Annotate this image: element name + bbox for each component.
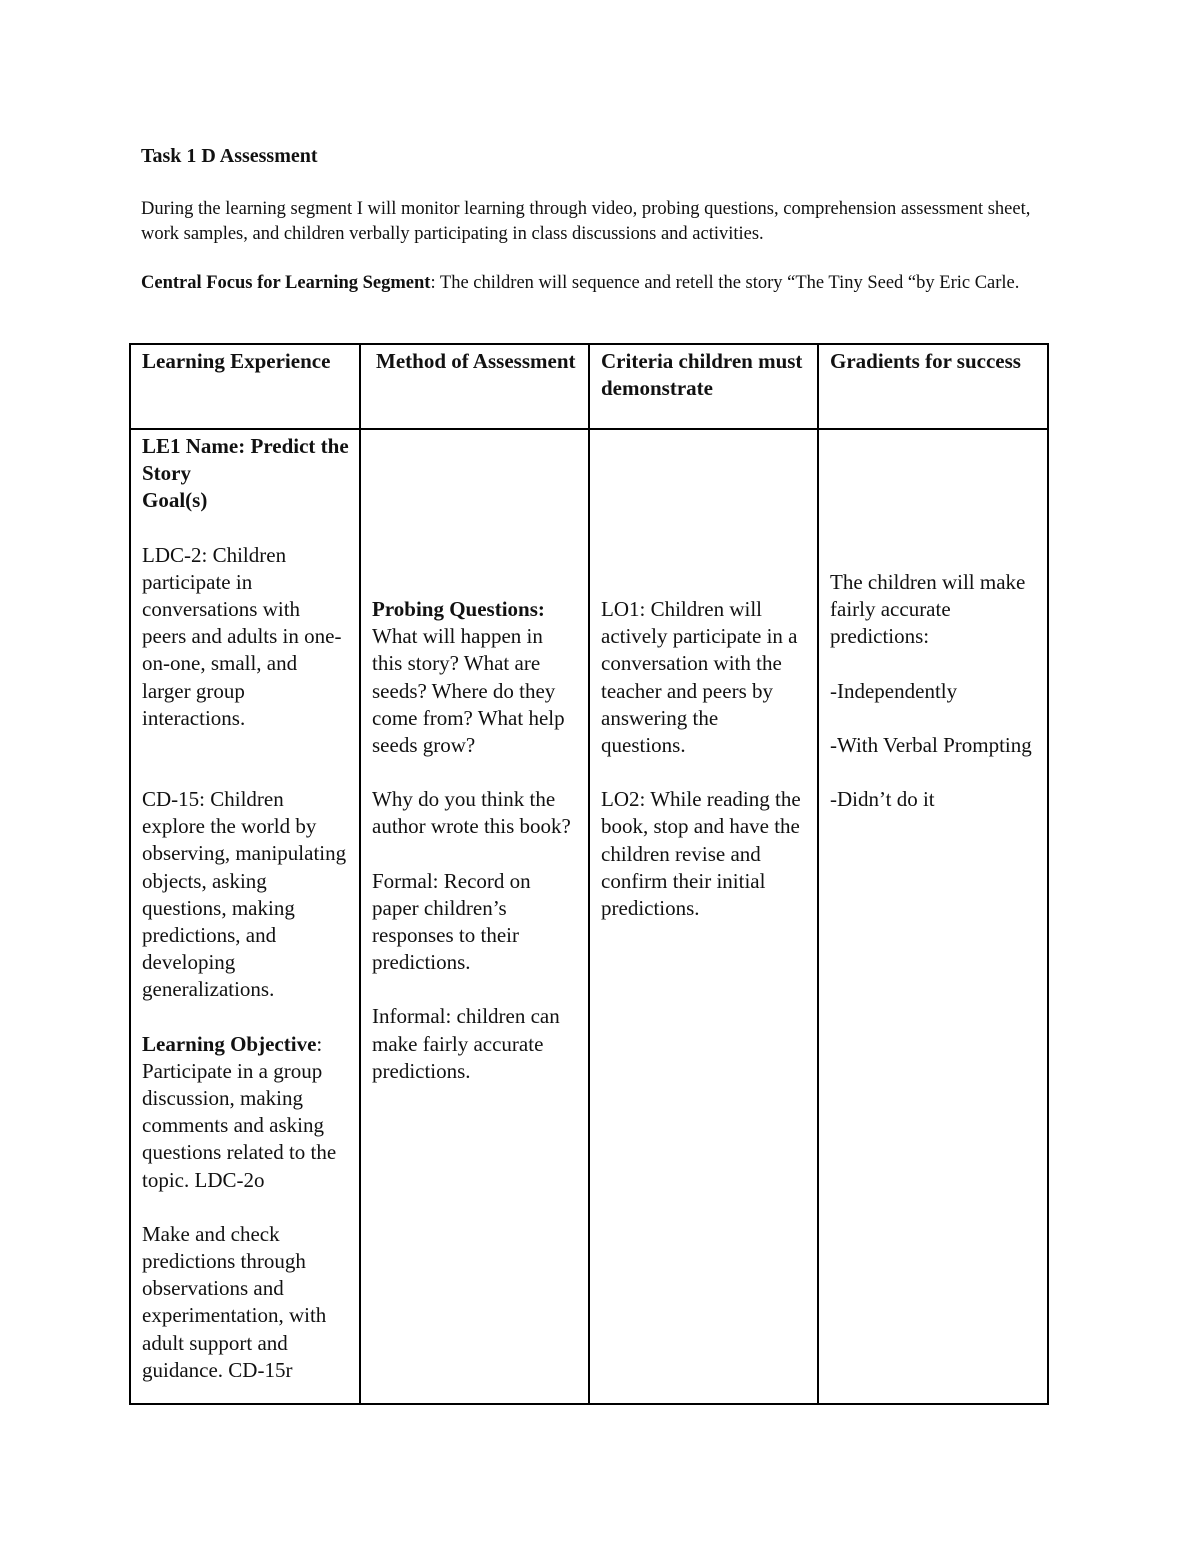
learning-objective	[142, 1031, 349, 1194]
assessment-table	[129, 343, 1049, 1405]
learning-objective-sep: :	[316, 1031, 323, 1056]
central-focus-text: : The children will sequence and retell the story “The Tiny Seed “by Eric Carle.	[430, 273, 1020, 293]
gradients-cell	[818, 429, 1048, 1404]
criteria-lo1: LO1: Children will actively participate in a conversation with the teacher and peers by answering the questions.	[601, 597, 798, 758]
document-title: Task 1 D Assessment	[141, 145, 318, 167]
criteria-cell	[589, 429, 818, 1404]
header-gradients: Gradients for success	[818, 344, 1048, 429]
learning-objective-1: Participate in a group discussion, making comments and asking questions related to the topic. LDC-2o	[142, 1058, 337, 1192]
formal-assessment: Formal: Record on paper children’s responses to their predictions.	[372, 868, 531, 975]
le1-name: LE1 Name: Predict the Story	[142, 434, 349, 486]
header-learning-experience: Learning Experience	[130, 344, 360, 429]
gradients-intro: The children will make fairly accurate predictions:	[830, 570, 1026, 649]
gradient-didnt-do-it: -Didn’t do it	[830, 787, 935, 812]
table-row	[130, 429, 1048, 1404]
learning-objective-label: Learning Objective	[142, 1031, 317, 1056]
why-question: Why do you think the author wrote this book?	[372, 787, 571, 839]
intro-paragraph: During the learning segment I will monitor learning through video, probing questions, comprehension assessment sheet, work samples, and children verbally participating in class discussions and activities.	[141, 199, 1031, 244]
learning-objective-2: Make and check predictions through observations and experimentation, with adult support and guidance. CD-15r	[142, 1221, 327, 1382]
gradient-independently: -Independently	[830, 678, 958, 703]
method-cell	[360, 429, 589, 1404]
goal-cd-15: CD-15: Children explore the world by observing, manipulating objects, asking questions, making predictions, and developing generalizations.	[142, 787, 347, 1002]
header-criteria: Criteria children must demonstrate	[589, 344, 818, 429]
probing-label: Probing Questions:	[372, 597, 545, 621]
criteria-lo2: LO2: While reading the book, stop and have the children revise and confirm their initial predictions.	[601, 787, 801, 921]
header-method-of-assessment: Method of Assessment	[360, 344, 589, 429]
goals-label: Goal(s)	[142, 488, 208, 513]
goal-ldc-2: LDC-2: Children participate in conversations with peers and adults in one-on-one, small, and larger group interactions.	[142, 542, 342, 730]
table-header-row	[130, 344, 1048, 429]
central-focus-label: Central Focus for Learning Segment	[141, 273, 431, 293]
probing-questions	[372, 596, 578, 759]
learning-experience-cell	[130, 429, 360, 1404]
informal-assessment: Informal: children can make fairly accurate predictions.	[372, 1004, 560, 1083]
probing-text: What will happen in this story? What are seeds? Where do they come from? What help seeds grow?	[372, 624, 565, 758]
gradient-verbal-prompting: -With Verbal Prompting	[830, 732, 1032, 757]
central-focus	[141, 271, 1041, 296]
